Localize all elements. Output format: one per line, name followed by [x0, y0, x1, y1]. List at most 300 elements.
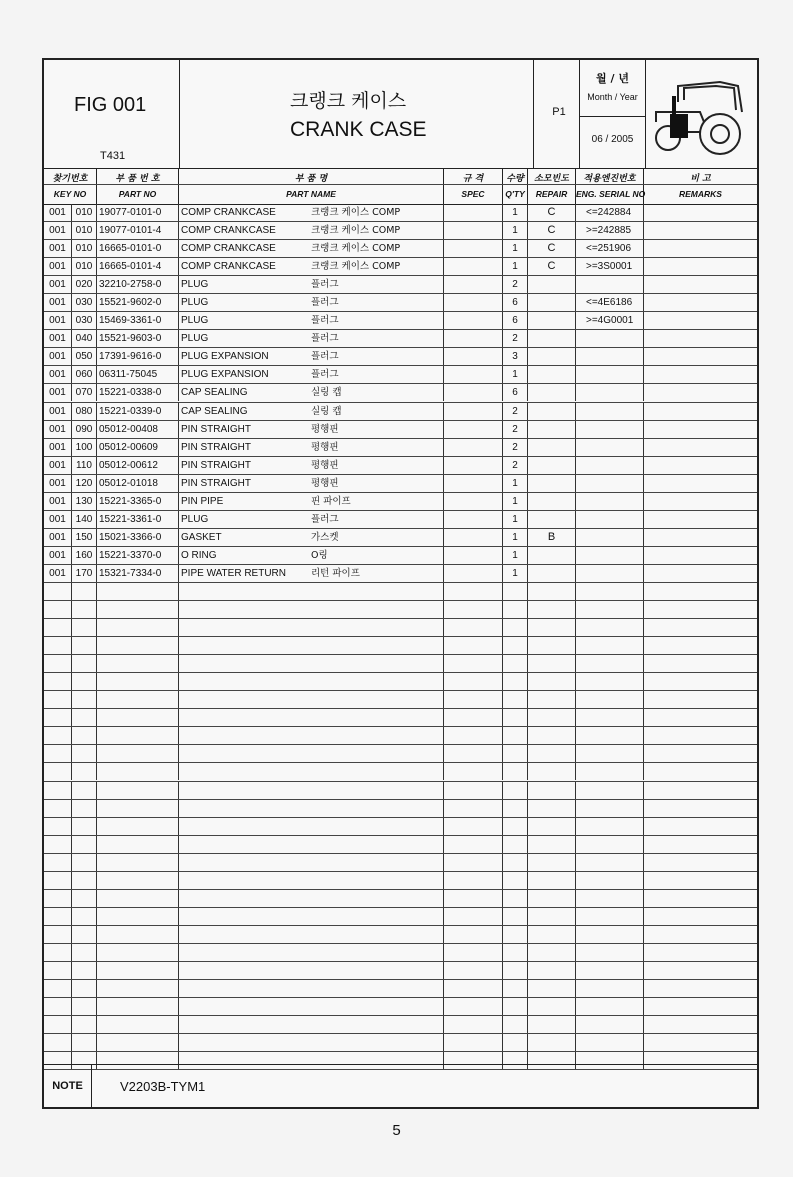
key-no-prefix-cell	[44, 745, 72, 762]
part-number-cell: 17391-9616-0	[97, 348, 179, 365]
part-name-english-cell	[179, 745, 307, 762]
part-name-english-cell	[179, 1034, 307, 1051]
part-name-korean-cell: 평행핀	[307, 421, 444, 438]
table-row	[44, 980, 757, 998]
remarks-cell	[644, 276, 757, 293]
remarks-cell	[644, 421, 757, 438]
part-number-cell	[97, 1016, 179, 1033]
part-name-english-cell: COMP CRANKCASE	[181, 243, 276, 255]
part-number-cell	[97, 763, 179, 780]
remarks-cell	[644, 547, 757, 564]
engine-serial-cell	[576, 366, 644, 383]
remarks-cell	[644, 818, 757, 835]
engine-serial-cell	[576, 421, 644, 438]
part-name-korean-cell: O링	[307, 547, 444, 564]
spec-cell	[444, 294, 503, 311]
table-row	[44, 457, 757, 475]
part-number-cell	[97, 619, 179, 636]
spec-cell	[444, 348, 503, 365]
spec-cell	[444, 655, 503, 672]
table-row	[44, 655, 757, 673]
part-number-cell: 15021-3366-0	[97, 529, 179, 546]
table-row	[44, 782, 757, 800]
sheet-header	[44, 60, 757, 169]
quantity-cell	[503, 673, 528, 690]
repair-code-cell: C	[528, 258, 576, 275]
engine-serial-cell: <=251906	[576, 240, 644, 257]
col-spec	[444, 168, 503, 204]
table-row	[44, 890, 757, 908]
key-no-prefix-cell	[44, 818, 72, 835]
spec-cell	[444, 818, 503, 835]
table-row	[44, 962, 757, 980]
key-no-prefix-cell: 001	[44, 457, 72, 474]
col-repair-en: REPAIR	[535, 189, 568, 199]
sheet-page: P1	[552, 106, 566, 118]
part-name-english-cell	[179, 601, 307, 618]
engine-serial-cell	[576, 836, 644, 853]
key-no-suffix-cell: 030	[72, 312, 97, 329]
remarks-cell	[644, 727, 757, 744]
part-name-korean-cell	[307, 763, 444, 780]
quantity-cell	[503, 890, 528, 907]
part-number-cell: 06311-75045	[97, 366, 179, 383]
part-name-korean-cell: 플러그	[307, 312, 444, 329]
part-number-cell: 15221-3365-0	[97, 493, 179, 510]
part-number-cell	[97, 745, 179, 762]
table-row	[44, 330, 757, 348]
spec-cell	[444, 944, 503, 961]
part-number-cell	[97, 583, 179, 600]
date-header	[580, 60, 645, 117]
part-name-english-cell	[179, 763, 307, 780]
engine-serial-cell	[576, 637, 644, 654]
quantity-cell	[503, 745, 528, 762]
key-no-prefix-cell: 001	[44, 222, 72, 239]
remarks-cell	[644, 294, 757, 311]
part-name-korean-cell	[307, 854, 444, 871]
spec-cell	[444, 366, 503, 383]
remarks-cell	[644, 529, 757, 546]
part-name-english-cell	[179, 691, 307, 708]
quantity-cell: 2	[503, 421, 528, 438]
spec-cell	[444, 204, 503, 221]
repair-code-cell	[528, 1016, 576, 1033]
key-no-suffix-cell	[72, 601, 97, 618]
part-number-cell: 32210-2758-0	[97, 276, 179, 293]
part-number-cell	[97, 782, 179, 799]
part-number-cell: 15321-7334-0	[97, 565, 179, 582]
key-no-prefix-cell: 001	[44, 276, 72, 293]
col-remarks-en: REMARKS	[679, 189, 722, 199]
part-name-korean-cell: 플러그	[307, 348, 444, 365]
repair-code-cell	[528, 403, 576, 420]
quantity-cell	[503, 908, 528, 925]
key-no-suffix-cell: 070	[72, 384, 97, 401]
part-name-english-cell	[179, 944, 307, 961]
col-spec-en: SPEC	[461, 189, 485, 199]
engine-serial-cell	[576, 854, 644, 871]
repair-code-cell	[528, 493, 576, 510]
remarks-cell	[644, 222, 757, 239]
part-name-english-cell: PLUG	[181, 297, 209, 309]
key-no-prefix-cell	[44, 709, 72, 726]
parts-sheet	[42, 58, 759, 1109]
part-number-cell: 15521-9602-0	[97, 294, 179, 311]
remarks-cell	[644, 763, 757, 780]
part-number-cell: 19077-0101-0	[97, 204, 179, 221]
engine-serial-cell	[576, 673, 644, 690]
remarks-cell	[644, 619, 757, 636]
spec-cell	[444, 673, 503, 690]
remarks-cell	[644, 782, 757, 799]
part-name-korean-cell	[307, 673, 444, 690]
table-row	[44, 493, 757, 511]
spec-cell	[444, 511, 503, 528]
quantity-cell	[503, 854, 528, 871]
quantity-cell	[503, 980, 528, 997]
key-no-prefix-cell	[44, 601, 72, 618]
part-name-english-cell: GASKET	[181, 531, 222, 543]
col-serial-ko: 적용엔진번호	[583, 174, 636, 184]
part-name-korean-cell	[307, 655, 444, 672]
spec-cell	[444, 872, 503, 889]
key-no-prefix-cell	[44, 836, 72, 853]
key-no-suffix-cell	[72, 583, 97, 600]
part-name-korean-cell: 플러그	[307, 294, 444, 311]
part-name-english-cell	[179, 836, 307, 853]
spec-cell	[444, 258, 503, 275]
part-number-cell	[97, 854, 179, 871]
key-no-prefix-cell: 001	[44, 204, 72, 221]
key-no-prefix-cell: 001	[44, 547, 72, 564]
spec-cell	[444, 854, 503, 871]
spec-cell	[444, 637, 503, 654]
title-english: CRANK CASE	[290, 118, 427, 141]
quantity-cell	[503, 727, 528, 744]
spec-cell	[444, 980, 503, 997]
repair-code-cell	[528, 818, 576, 835]
table-row	[44, 258, 757, 276]
remarks-cell	[644, 890, 757, 907]
remarks-cell	[644, 1034, 757, 1051]
spec-cell	[444, 890, 503, 907]
key-no-suffix-cell: 090	[72, 421, 97, 438]
spec-cell	[444, 565, 503, 582]
engine-serial-cell	[576, 529, 644, 546]
part-name-english-cell	[179, 673, 307, 690]
page-number: 5	[392, 1122, 401, 1139]
part-number-cell: 05012-00609	[97, 439, 179, 456]
part-name-english-cell	[179, 818, 307, 835]
engine-serial-cell	[576, 763, 644, 780]
key-no-prefix-cell: 001	[44, 511, 72, 528]
key-no-suffix-cell	[72, 836, 97, 853]
part-number-cell: 19077-0101-4	[97, 222, 179, 239]
remarks-cell	[644, 637, 757, 654]
engine-serial-cell	[576, 475, 644, 492]
part-name-korean-cell: 실링 캡	[307, 403, 444, 420]
table-row	[44, 204, 757, 222]
engine-serial-cell	[576, 619, 644, 636]
key-no-suffix-cell: 030	[72, 294, 97, 311]
engine-serial-cell: <=242884	[576, 204, 644, 221]
part-name-english-cell: COMP CRANKCASE	[181, 207, 276, 218]
engine-serial-cell	[576, 745, 644, 762]
part-name-korean-cell	[307, 1016, 444, 1033]
part-name-korean-cell	[307, 836, 444, 853]
remarks-cell	[644, 908, 757, 925]
key-no-prefix-cell	[44, 872, 72, 889]
col-key-no-en: KEY NO	[53, 189, 87, 199]
part-name-english-cell	[179, 1016, 307, 1033]
spec-cell	[444, 457, 503, 474]
remarks-cell	[644, 872, 757, 889]
repair-code-cell	[528, 384, 576, 401]
col-key-no-ko: 찾기번호	[52, 174, 88, 184]
key-no-suffix-cell	[72, 637, 97, 654]
engine-serial-cell	[576, 980, 644, 997]
repair-code-cell: C	[528, 204, 576, 221]
repair-code-cell	[528, 439, 576, 456]
spec-cell	[444, 619, 503, 636]
key-no-suffix-cell: 010	[72, 204, 97, 221]
part-name-english-cell	[179, 908, 307, 925]
quantity-cell: 2	[503, 330, 528, 347]
quantity-cell	[503, 944, 528, 961]
part-number-cell	[97, 944, 179, 961]
remarks-cell	[644, 475, 757, 492]
col-part-name-ko: 부 품 명	[294, 174, 328, 184]
repair-code-cell	[528, 312, 576, 329]
key-no-suffix-cell	[72, 1016, 97, 1033]
repair-code-cell	[528, 962, 576, 979]
key-no-suffix-cell: 020	[72, 276, 97, 293]
table-row	[44, 240, 757, 258]
spec-cell	[444, 240, 503, 257]
quantity-cell: 1	[503, 529, 528, 546]
part-number-cell	[97, 980, 179, 997]
key-no-suffix-cell: 130	[72, 493, 97, 510]
quantity-cell	[503, 872, 528, 889]
key-no-prefix-cell	[44, 926, 72, 943]
part-name-english-cell: CAP SEALING	[181, 387, 248, 399]
remarks-cell	[644, 944, 757, 961]
spec-cell	[444, 384, 503, 401]
remarks-cell	[644, 836, 757, 853]
part-number-cell: 15469-3361-0	[97, 312, 179, 329]
engine-serial-cell: >=4G0001	[576, 312, 644, 329]
part-name-english-cell: PIN STRAIGHT	[181, 441, 252, 453]
spec-cell	[444, 709, 503, 726]
part-name-english-cell: O RING	[181, 549, 217, 561]
part-name-english-cell	[179, 890, 307, 907]
part-number-cell	[97, 872, 179, 889]
table-row	[44, 511, 757, 529]
remarks-cell	[644, 1016, 757, 1033]
key-no-suffix-cell	[72, 962, 97, 979]
col-part-no-en: PART NO	[118, 189, 157, 199]
part-name-korean-cell: 플러그	[307, 276, 444, 293]
part-name-korean-cell	[307, 745, 444, 762]
part-name-english-cell: PLUG	[181, 333, 209, 345]
table-row	[44, 800, 757, 818]
part-number-cell	[97, 709, 179, 726]
remarks-cell	[644, 348, 757, 365]
part-number-cell	[97, 673, 179, 690]
key-no-suffix-cell: 110	[72, 457, 97, 474]
table-row	[44, 439, 757, 457]
quantity-cell	[503, 763, 528, 780]
table-row	[44, 1034, 757, 1052]
part-name-korean-cell	[307, 962, 444, 979]
part-number-cell: 16665-0101-4	[97, 258, 179, 275]
remarks-cell	[644, 565, 757, 582]
part-number-cell	[97, 836, 179, 853]
col-remarks-ko: 비 고	[690, 174, 711, 184]
key-no-prefix-cell	[44, 980, 72, 997]
remarks-cell	[644, 998, 757, 1015]
repair-code-cell	[528, 637, 576, 654]
part-name-korean-cell	[307, 727, 444, 744]
repair-code-cell	[528, 655, 576, 672]
key-no-prefix-cell: 001	[44, 439, 72, 456]
key-no-suffix-cell	[72, 890, 97, 907]
part-name-korean-cell	[307, 583, 444, 600]
quantity-cell	[503, 962, 528, 979]
part-name-english-cell: PLUG EXPANSION	[181, 351, 269, 363]
spec-cell	[444, 782, 503, 799]
spec-cell	[444, 1016, 503, 1033]
column-header-row	[44, 168, 757, 205]
engine-serial-cell	[576, 944, 644, 961]
table-row	[44, 673, 757, 691]
key-no-prefix-cell	[44, 763, 72, 780]
note-label: NOTE	[44, 1065, 92, 1108]
quantity-cell: 1	[503, 493, 528, 510]
key-no-suffix-cell	[72, 926, 97, 943]
part-name-korean-cell: 평행핀	[307, 475, 444, 492]
key-no-prefix-cell	[44, 637, 72, 654]
remarks-cell	[644, 691, 757, 708]
repair-code-cell	[528, 926, 576, 943]
repair-code-cell	[528, 800, 576, 817]
key-no-suffix-cell: 010	[72, 222, 97, 239]
col-part-no-ko: 부 품 번 호	[115, 174, 160, 184]
part-name-english-cell	[179, 619, 307, 636]
spec-cell	[444, 745, 503, 762]
key-no-suffix-cell	[72, 709, 97, 726]
col-part-name	[179, 168, 444, 204]
remarks-cell	[644, 673, 757, 690]
part-name-english-cell	[179, 637, 307, 654]
key-no-prefix-cell	[44, 890, 72, 907]
quantity-cell	[503, 926, 528, 943]
spec-cell	[444, 962, 503, 979]
quantity-cell: 1	[503, 366, 528, 383]
engine-serial-cell: >=3S0001	[576, 258, 644, 275]
spec-cell	[444, 403, 503, 420]
remarks-cell	[644, 745, 757, 762]
table-row	[44, 475, 757, 493]
spec-cell	[444, 727, 503, 744]
engine-serial-cell	[576, 601, 644, 618]
engine-serial-cell	[576, 457, 644, 474]
table-row	[44, 836, 757, 854]
part-name-english-cell: COMP CRANKCASE	[181, 261, 276, 273]
key-no-prefix-cell	[44, 854, 72, 871]
key-no-prefix-cell	[44, 944, 72, 961]
repair-code-cell	[528, 619, 576, 636]
engine-serial-cell	[576, 926, 644, 943]
part-name-korean-cell	[307, 709, 444, 726]
repair-code-cell	[528, 366, 576, 383]
repair-code-cell	[528, 294, 576, 311]
part-name-english-cell: PIN STRAIGHT	[181, 477, 252, 489]
key-no-prefix-cell: 001	[44, 384, 72, 401]
quantity-cell	[503, 709, 528, 726]
repair-code-cell	[528, 457, 576, 474]
repair-code-cell	[528, 854, 576, 871]
spec-cell	[444, 601, 503, 618]
table-row	[44, 547, 757, 565]
part-number-cell	[97, 655, 179, 672]
repair-code-cell	[528, 511, 576, 528]
col-serial	[576, 168, 644, 204]
spec-cell	[444, 439, 503, 456]
key-no-suffix-cell: 040	[72, 330, 97, 347]
key-no-prefix-cell: 001	[44, 330, 72, 347]
repair-code-cell	[528, 745, 576, 762]
part-name-english-cell	[179, 872, 307, 889]
key-no-suffix-cell	[72, 782, 97, 799]
engine-serial-cell	[576, 1016, 644, 1033]
part-number-cell: 15221-3370-0	[97, 547, 179, 564]
engine-serial-cell	[576, 565, 644, 582]
engine-serial-cell	[576, 511, 644, 528]
col-part-no	[97, 168, 179, 204]
part-name-english-cell: PLUG	[181, 315, 209, 327]
col-serial-en: ENG. SERIAL NO	[576, 189, 646, 199]
key-no-suffix-cell	[72, 800, 97, 817]
key-no-prefix-cell: 001	[44, 240, 72, 257]
key-no-suffix-cell	[72, 944, 97, 961]
table-row	[44, 763, 757, 781]
remarks-cell	[644, 384, 757, 401]
quantity-cell: 6	[503, 312, 528, 329]
part-number-cell: 05012-01018	[97, 475, 179, 492]
quantity-cell	[503, 800, 528, 817]
part-name-korean-cell	[307, 980, 444, 997]
key-no-suffix-cell	[72, 998, 97, 1015]
spec-cell	[444, 691, 503, 708]
engine-serial-cell	[576, 493, 644, 510]
repair-code-cell	[528, 673, 576, 690]
repair-code-cell	[528, 782, 576, 799]
col-spec-ko: 규 격	[462, 174, 484, 184]
table-row	[44, 619, 757, 637]
col-qty-en: Q'TY	[505, 189, 525, 199]
parts-table	[44, 204, 757, 1070]
part-name-korean-cell	[307, 818, 444, 835]
date-value: 06 / 2005	[591, 134, 634, 145]
key-no-prefix-cell: 001	[44, 366, 72, 383]
part-name-korean-cell: 크랭크 케이스 COMP	[307, 240, 444, 257]
part-number-cell: 05012-00612	[97, 457, 179, 474]
repair-code-cell	[528, 709, 576, 726]
table-row	[44, 908, 757, 926]
quantity-cell: 1	[503, 258, 528, 275]
